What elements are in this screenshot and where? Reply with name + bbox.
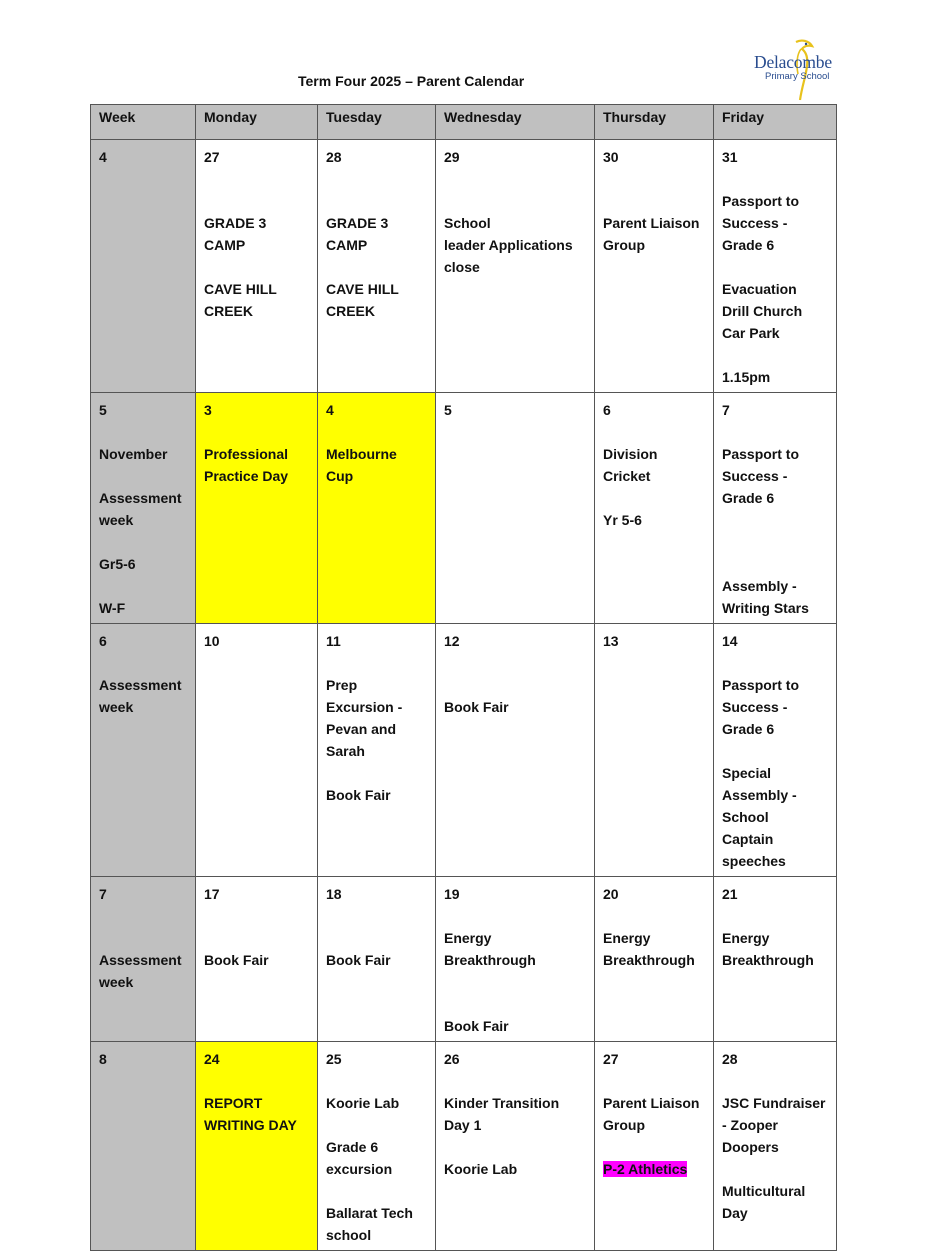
week-cell — [91, 1042, 196, 1251]
page-title: Term Four 2025 – Parent Calendar — [298, 73, 525, 89]
line-spacer — [444, 190, 586, 212]
line-spacer — [326, 1114, 427, 1136]
cell-number: 21 — [722, 886, 738, 902]
cell-number: 27 — [204, 149, 220, 165]
event-text: Parent Liaison — [603, 1095, 700, 1111]
line-spacer — [722, 168, 828, 190]
event-text: Book Fair — [326, 952, 391, 968]
day-cell-fri — [714, 393, 837, 624]
line-spacer — [204, 190, 309, 212]
event-text: Kinder Transition — [444, 1095, 560, 1111]
week-cell — [91, 140, 196, 393]
day-cell-tue — [318, 1042, 436, 1251]
day-cell-tue — [318, 140, 436, 393]
event-text: Parent Liaison — [603, 215, 700, 231]
line-spacer — [326, 927, 427, 949]
day-cell-wed — [436, 624, 595, 877]
line-spacer — [722, 531, 828, 553]
day-cell-wed — [436, 877, 595, 1042]
week-cell — [91, 877, 196, 1042]
event-text: JSC Fundraiser — [722, 1095, 826, 1111]
line-spacer — [722, 1158, 828, 1180]
event-text: Gr5-6 — [99, 556, 136, 572]
event-text: week — [99, 974, 134, 990]
day-cell-thu — [595, 393, 714, 624]
line-spacer — [99, 905, 187, 927]
day-cell-tue — [318, 393, 436, 624]
header-thursday: Thursday — [595, 105, 714, 140]
day-cell-wed — [436, 393, 595, 624]
event-text: Melbourne — [326, 446, 397, 462]
cell-number: 25 — [326, 1051, 342, 1067]
line-spacer — [326, 168, 427, 190]
line-spacer — [444, 674, 586, 696]
event-text: speeches — [722, 853, 786, 869]
cell-number: 20 — [603, 886, 619, 902]
event-text: - Zooper — [722, 1117, 778, 1133]
line-spacer — [326, 190, 427, 212]
event-text: Breakthrough — [603, 952, 695, 968]
line-spacer — [326, 762, 427, 784]
cell-number: 17 — [204, 886, 220, 902]
cell-number: 10 — [204, 633, 220, 649]
event-text: Assembly - — [722, 787, 797, 803]
cell-number: 26 — [444, 1051, 460, 1067]
line-spacer — [444, 652, 586, 674]
event-text: CAMP — [204, 237, 246, 253]
line-spacer — [99, 652, 187, 674]
day-cell-mon — [196, 877, 318, 1042]
event-text: Success - — [722, 215, 788, 231]
line-spacer — [603, 168, 705, 190]
line-spacer — [99, 927, 187, 949]
table-row — [91, 1042, 837, 1251]
event-text: Energy — [603, 930, 651, 946]
line-spacer — [326, 1070, 427, 1092]
event-text: Assessment — [99, 490, 182, 506]
day-cell-fri — [714, 1042, 837, 1251]
line-spacer — [444, 905, 586, 927]
line-spacer — [603, 1070, 705, 1092]
table-row — [91, 624, 837, 877]
school-logo — [752, 38, 842, 102]
line-spacer — [722, 1070, 828, 1092]
cell-number: 7 — [722, 402, 730, 418]
event-text: Assembly - — [722, 578, 797, 594]
event-text: Special — [722, 765, 772, 781]
cell-number: 5 — [99, 402, 107, 418]
day-cell-thu — [595, 624, 714, 877]
cell-number: 30 — [603, 149, 619, 165]
event-text: 1.15pm — [722, 369, 771, 385]
cell-number: 31 — [722, 149, 738, 165]
cell-number: 6 — [99, 633, 107, 649]
day-cell-mon — [196, 1042, 318, 1251]
event-text: Book Fair — [444, 699, 509, 715]
event-text: School — [444, 215, 491, 231]
event-text: Day — [722, 1205, 748, 1221]
cell-number: 18 — [326, 886, 342, 902]
event-text: CREEK — [326, 303, 376, 319]
line-spacer — [722, 256, 828, 278]
event-text: Day 1 — [444, 1117, 482, 1133]
event-text: Book Fair — [204, 952, 269, 968]
line-spacer — [204, 905, 309, 927]
event-text: Book Fair — [326, 787, 391, 803]
event-text: Assessment — [99, 952, 182, 968]
event-text: Passport to — [722, 446, 800, 462]
event-text: Writing Stars — [722, 600, 809, 616]
line-spacer — [99, 531, 187, 553]
cell-number: 4 — [326, 402, 334, 418]
event-text: Multicultural — [722, 1183, 806, 1199]
day-cell-fri — [714, 624, 837, 877]
day-cell-thu — [595, 877, 714, 1042]
line-spacer — [326, 652, 427, 674]
day-cell-wed — [436, 140, 595, 393]
line-spacer — [722, 553, 828, 575]
event-text: Captain — [722, 831, 774, 847]
event-text: Grade 6 — [722, 721, 775, 737]
event-text: Book Fair — [444, 1018, 509, 1034]
event-text: CAVE HILL — [326, 281, 399, 297]
header-row — [91, 105, 837, 140]
event-text: Grade 6 — [722, 490, 775, 506]
cell-number: 3 — [204, 402, 212, 418]
event-text: school — [326, 1227, 372, 1243]
cell-number: 6 — [603, 402, 611, 418]
header-tuesday: Tuesday — [318, 105, 436, 140]
day-cell-tue — [318, 624, 436, 877]
table-row — [91, 877, 837, 1042]
event-text: Practice Day — [204, 468, 289, 484]
line-spacer — [444, 993, 586, 1015]
event-text: Sarah — [326, 743, 365, 759]
table-row — [91, 393, 837, 624]
cell-number: 14 — [722, 633, 738, 649]
event-text: week — [99, 512, 134, 528]
event-text: Energy — [722, 930, 770, 946]
day-cell-fri — [714, 140, 837, 393]
line-spacer — [326, 905, 427, 927]
line-spacer — [444, 971, 586, 993]
cell-number: 11 — [326, 633, 341, 649]
event-text: Koorie Lab — [326, 1095, 400, 1111]
line-spacer — [326, 256, 427, 278]
event-text: Grade 6 — [722, 237, 775, 253]
header-friday: Friday — [714, 105, 837, 140]
line-spacer — [722, 905, 828, 927]
event-text: Division — [603, 446, 658, 462]
line-spacer — [722, 421, 828, 443]
line-spacer — [204, 927, 309, 949]
event-text: Car Park — [722, 325, 780, 341]
cell-number: 28 — [326, 149, 342, 165]
line-spacer — [99, 575, 187, 597]
cell-number: 29 — [444, 149, 460, 165]
event-text: Doopers — [722, 1139, 779, 1155]
event-text: W-F — [99, 600, 126, 616]
line-spacer — [99, 465, 187, 487]
calendar-table — [90, 104, 837, 1251]
cell-number: 28 — [722, 1051, 738, 1067]
event-text: Pevan and — [326, 721, 397, 737]
line-spacer — [722, 652, 828, 674]
event-text: GRADE 3 — [326, 215, 389, 231]
cell-number: 27 — [603, 1051, 619, 1067]
event-text: Success - — [722, 699, 788, 715]
cell-number: 19 — [444, 886, 460, 902]
logo-subtitle: Primary School — [765, 71, 830, 82]
event-text: Excursion - — [326, 699, 403, 715]
event-text: CREEK — [204, 303, 254, 319]
event-text: WRITING DAY — [204, 1117, 297, 1133]
event-text: Yr 5-6 — [603, 512, 642, 528]
event-text: CAMP — [326, 237, 368, 253]
event-text: Passport to — [722, 193, 800, 209]
line-spacer — [99, 421, 187, 443]
logo-name: Delacombe — [754, 52, 832, 72]
day-cell-mon — [196, 624, 318, 877]
line-spacer — [204, 168, 309, 190]
cell-number: 7 — [99, 886, 107, 902]
line-spacer — [204, 1070, 309, 1092]
line-spacer — [204, 256, 309, 278]
line-spacer — [444, 1136, 586, 1158]
event-text: REPORT — [204, 1095, 263, 1111]
cell-number: 13 — [603, 633, 619, 649]
highlighted-event-text: P-2 Athletics — [603, 1161, 688, 1177]
line-spacer — [444, 1070, 586, 1092]
header-wednesday: Wednesday — [436, 105, 595, 140]
line-spacer — [722, 740, 828, 762]
event-text: CAVE HILL — [204, 281, 277, 297]
header-week: Week — [91, 105, 196, 140]
day-cell-wed — [436, 1042, 595, 1251]
cell-number: 24 — [204, 1051, 220, 1067]
event-text: close — [444, 259, 480, 275]
event-text: Ballarat Tech — [326, 1205, 413, 1221]
event-text: Professional — [204, 446, 289, 462]
week-cell — [91, 624, 196, 877]
cell-number: 8 — [99, 1051, 107, 1067]
line-spacer — [603, 190, 705, 212]
week-cell — [91, 393, 196, 624]
line-spacer — [326, 1180, 427, 1202]
line-spacer — [722, 509, 828, 531]
table-row — [91, 140, 837, 393]
event-text: Drill Church — [722, 303, 803, 319]
event-text: Evacuation — [722, 281, 797, 297]
header-monday: Monday — [196, 105, 318, 140]
cell-number: 5 — [444, 402, 452, 418]
line-spacer — [603, 487, 705, 509]
line-spacer — [326, 421, 427, 443]
event-text: School — [722, 809, 769, 825]
day-cell-mon — [196, 140, 318, 393]
cell-number: 4 — [99, 149, 107, 165]
event-text: Grade 6 — [326, 1139, 379, 1155]
line-spacer — [603, 905, 705, 927]
event-text: Breakthrough — [444, 952, 536, 968]
day-cell-mon — [196, 393, 318, 624]
event-text: Prep — [326, 677, 358, 693]
event-text: Energy — [444, 930, 492, 946]
line-spacer — [603, 421, 705, 443]
event-text: GRADE 3 — [204, 215, 267, 231]
event-text: Assessment — [99, 677, 182, 693]
line-spacer — [603, 1136, 705, 1158]
day-cell-thu — [595, 140, 714, 393]
event-text: week — [99, 699, 134, 715]
cell-number: 12 — [444, 633, 460, 649]
day-cell-thu — [595, 1042, 714, 1251]
event-text: November — [99, 446, 168, 462]
line-spacer — [204, 421, 309, 443]
event-text: Group — [603, 237, 645, 253]
event-text: excursion — [326, 1161, 393, 1177]
line-spacer — [722, 344, 828, 366]
event-text: Cricket — [603, 468, 651, 484]
event-text: Passport to — [722, 677, 800, 693]
event-text: Group — [603, 1117, 645, 1133]
event-text: Koorie Lab — [444, 1161, 518, 1177]
event-text: Cup — [326, 468, 354, 484]
event-text: leader Applications — [444, 237, 573, 253]
day-cell-fri — [714, 877, 837, 1042]
event-text: Success - — [722, 468, 788, 484]
line-spacer — [444, 168, 586, 190]
event-text: Breakthrough — [722, 952, 814, 968]
day-cell-tue — [318, 877, 436, 1042]
